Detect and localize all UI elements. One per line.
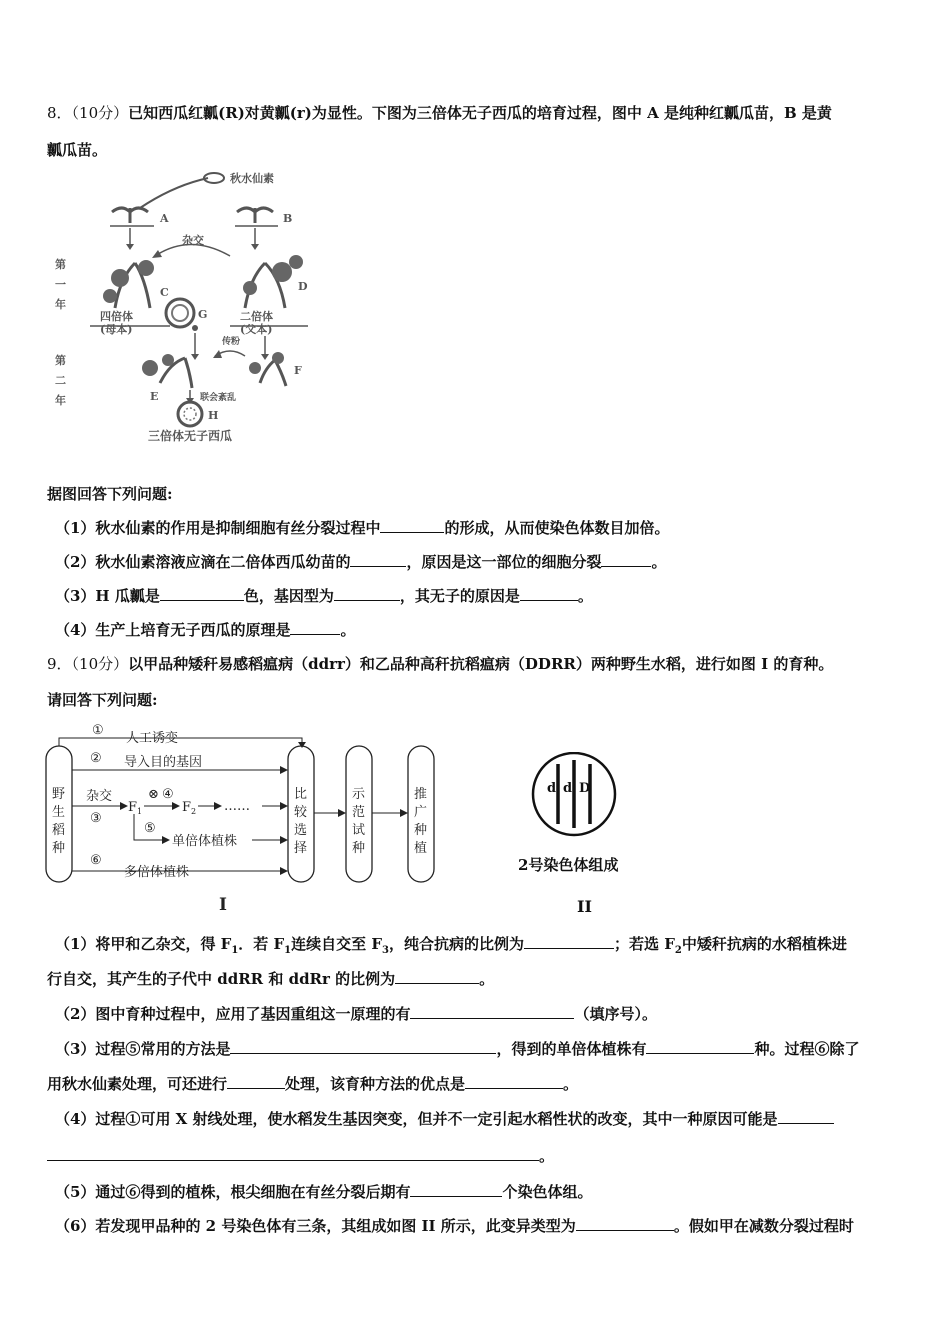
q8-s3-blank-3[interactable] [520, 586, 578, 601]
demo-1: 示 [352, 787, 366, 802]
q8-sub2 [55, 552, 666, 572]
q9-s6-b: 。假如甲在减数分裂过程时 [673, 1217, 854, 1235]
wild-4: 种 [52, 841, 66, 856]
f2-label: $F_2$ [182, 800, 197, 816]
polyploid-label: 多倍体植株 [124, 865, 190, 880]
f1-label: $F_1$ [128, 800, 143, 816]
q8-s3-text-c: ，其无子的原因是 [399, 587, 520, 605]
colchicine-label: 秋水仙素 [230, 172, 274, 185]
q9-s3-c: 种。过程⑥除了 [754, 1040, 860, 1058]
tetraploid-label: 四倍体 [100, 310, 133, 323]
haploid-label: 单倍体植株 [172, 834, 238, 849]
circle-1: ① [92, 723, 104, 738]
q8-s3-text-b: 色，基因型为 [243, 587, 334, 605]
q9-sub3-line2 [47, 1074, 578, 1094]
circle-3: ③ [90, 811, 102, 826]
plant-d [243, 255, 303, 308]
q9-s1-a: （1）将甲和乙杂交，得 F [55, 935, 232, 953]
figure-2-caption: 2号染色体组成 [518, 856, 619, 874]
q8-s1-text-b: 的形成，从而使染色体数目加倍。 [444, 519, 670, 537]
q9-s6-a: （6）若发现甲品种的 2 号染色体有三条，其组成如图 II 所示，此变异类型为 [55, 1217, 576, 1235]
label-c: C [160, 286, 169, 299]
selfing-symbol: ⊗ [148, 787, 159, 802]
rice-chromosome-figure-2 [510, 752, 660, 922]
year1-b: 一 [55, 278, 66, 291]
allele-D: D [579, 781, 591, 796]
q8-s4-text-b: 。 [340, 621, 356, 639]
circle-4: ④ [162, 787, 174, 802]
q8-sub4 [55, 620, 355, 640]
q8-s2-text-b: ，原因是这一部位的细胞分裂 [406, 553, 602, 571]
q9-s1-blank-1[interactable] [524, 934, 614, 949]
q8-s2-blank-1[interactable] [350, 552, 406, 567]
rice-breeding-figure-1 [44, 718, 444, 918]
q8-s1-blank[interactable] [380, 518, 444, 533]
seedling-a [112, 208, 148, 223]
q9-s1-sub-4: 2 [674, 945, 682, 956]
q8-s2-text-c: 。 [651, 553, 667, 571]
q9-s1-blank-2[interactable] [395, 969, 479, 984]
compare-2: 较 [294, 805, 308, 820]
q9-s3-a: （3）过程⑤常用的方法是 [55, 1040, 231, 1058]
q9-s3-blank-1[interactable] [230, 1039, 496, 1054]
q9-s1-c: 连续自交至 F [291, 935, 382, 953]
q9-s3-b: ，得到的单倍体植株有 [496, 1040, 647, 1058]
plant-f [249, 352, 286, 386]
q9-sub2 [55, 1004, 657, 1024]
q9-sub1-line2 [47, 969, 494, 989]
q9-s3-blank-2[interactable] [646, 1039, 754, 1054]
q9-s3-blank-3[interactable] [227, 1074, 285, 1089]
label-e: E [150, 390, 159, 403]
q8-score: （10分） [71, 104, 129, 122]
circle-6: ⑥ [90, 853, 102, 868]
watermelon-breeding-figure [50, 168, 340, 448]
q9-sub4-line2 [47, 1146, 554, 1166]
q9-sub6 [55, 1216, 854, 1236]
demo-4: 种 [352, 841, 366, 856]
q8-prompt: 据图回答下列问题: [47, 485, 173, 503]
plant-c [103, 260, 154, 308]
wild-2: 生 [52, 805, 66, 820]
diploid-label: 二倍体 [240, 310, 273, 323]
q9-line1 [47, 654, 833, 674]
cross-label: 杂交 [86, 789, 113, 804]
circle-2: ② [90, 751, 102, 766]
melon-h [178, 402, 202, 426]
q8-s2-text-a: （2）秋水仙素溶液应滴在二倍体西瓜幼苗的 [55, 553, 351, 571]
path-2-label: 导入目的基因 [124, 755, 203, 770]
seedling-b [237, 208, 273, 223]
promote-1: 推 [414, 787, 428, 802]
pollinate-label: 传粉 [222, 337, 241, 347]
demo-3: 试 [352, 823, 366, 838]
compare-1: 比 [294, 787, 308, 802]
q9-sub5 [55, 1182, 592, 1202]
wild-1: 野 [52, 787, 66, 802]
q9-s4-blank-1[interactable] [778, 1109, 834, 1124]
q9-s5-a: （5）通过⑥得到的植株，根尖细胞在有丝分裂后期有 [55, 1183, 411, 1201]
q8-s1-text-a: （1）秋水仙素的作用是抑制细胞有丝分裂过程中 [55, 519, 381, 537]
q9-s1-sub-3: 3 [382, 945, 389, 956]
plant-e [142, 354, 192, 388]
q9-s1-b: ．若 F [238, 935, 285, 953]
q9-s2-blank[interactable] [410, 1004, 574, 1019]
q9-s1-d: ，纯合抗病的比例为 [388, 935, 524, 953]
q8-text-1: 已知西瓜红瓤(R)对黄瓤(r)为显性。下图为三倍体无子西瓜的培育过程，图中 A 是纯种红瓤瓜苗，B 是黄 [128, 104, 832, 122]
q9-score: （10分） [71, 655, 129, 673]
circle-5: ⑤ [144, 821, 156, 836]
q9-s3-f: 。 [563, 1075, 579, 1093]
q8-number: 8． [47, 104, 72, 122]
q8-s3-text-d: 。 [577, 587, 593, 605]
compare-3: 选 [294, 823, 308, 838]
label-h: H [208, 409, 219, 422]
figure-1-roman: I [219, 895, 227, 915]
q9-sub1-line1 [55, 934, 847, 961]
q8-s3-text-a: （3）H 瓜瓤是 [55, 587, 160, 605]
q9-s5-blank[interactable] [410, 1182, 502, 1197]
q8-s4-blank[interactable] [290, 620, 340, 635]
q9-s1-sub-2: 1 [284, 945, 292, 956]
q8-sub1 [55, 518, 669, 538]
q9-s5-b: 个染色体组。 [502, 1183, 593, 1201]
allele-d2: d [563, 781, 573, 796]
triploid-label: 三倍体无子西瓜 [148, 429, 233, 443]
year1-c: 年 [55, 298, 66, 311]
promote-3: 种 [414, 823, 428, 838]
q8-line1 [47, 103, 832, 123]
label-b: B [283, 212, 293, 225]
q9-s2-b: （填序号）。 [574, 1005, 657, 1023]
q9-s4-b: 。 [539, 1147, 555, 1165]
promote-2: 广 [414, 805, 428, 820]
melon-g [166, 299, 194, 327]
q8-line2 [47, 140, 107, 160]
q9-s1-e: ；若选 F [613, 935, 675, 953]
dots: …… [224, 799, 250, 814]
q8-text-2: 瓤瓜苗。 [47, 141, 108, 159]
allele-d1: d [547, 781, 557, 796]
label-a: A [160, 212, 169, 225]
year2-b: 二 [55, 374, 66, 387]
q8-sub3 [55, 586, 593, 606]
q8-s2-blank-2[interactable] [601, 552, 651, 567]
promote-4: 植 [414, 841, 428, 856]
q9-s3-e: 处理，该育种方法的优点是 [285, 1075, 466, 1093]
label-f: F [294, 364, 302, 377]
compare-4: 择 [294, 841, 308, 856]
q9-s4-blank-2[interactable] [47, 1146, 539, 1161]
q9-text-1: 以甲品种矮秆易感稻瘟病（ddrr）和乙品种高秆抗稻瘟病（DDRR）两种野生水稻，进行如图 I 的育种。 [128, 655, 834, 673]
label-g: G [198, 308, 208, 321]
year1-a: 第 [55, 258, 66, 271]
q8-s4-text-a: （4）生产上培育无子西瓜的原理是 [55, 621, 291, 639]
path-1-label: 人工诱变 [126, 731, 179, 746]
q9-s1-sub-1: 1 [231, 945, 239, 956]
mother-label: (母本) [100, 323, 133, 336]
cross-label: 杂交 [182, 234, 204, 247]
year2-a: 第 [55, 354, 66, 367]
q9-sub3-line1 [55, 1039, 859, 1059]
stim-label: 联会紊乱 [200, 393, 237, 403]
q9-s6-blank[interactable] [576, 1216, 674, 1231]
q9-s3-d: 用秋水仙素处理，可还进行 [47, 1075, 228, 1093]
wild-3: 稻 [52, 823, 66, 838]
q9-s2-a: （2）图中育种过程中，应用了基因重组这一原理的有 [55, 1005, 411, 1023]
q8-s3-blank-2[interactable] [334, 586, 400, 601]
q9-prompt: 请回答下列问题: [47, 691, 158, 709]
q8-s3-blank-1[interactable] [160, 586, 244, 601]
q9-s1-f: 中矮秆抗病的水稻植株进 [681, 935, 847, 953]
label-d: D [298, 280, 308, 293]
dropper-tube [140, 178, 208, 208]
q9-s3-blank-4[interactable] [465, 1074, 563, 1089]
q9-s4-a: （4）过程①可用 X 射线处理，使水稻发生基因突变，但并不一定引起水稻性状的改变，其中一种原因可能是 [55, 1110, 778, 1128]
q9-s1-g: 行自交，其产生的子代中 ddRR 和 ddRr 的比例为 [47, 970, 396, 988]
year2-c: 年 [55, 394, 66, 407]
q9-s1-h: 。 [479, 970, 495, 988]
q9-number: 9． [47, 655, 72, 673]
demo-2: 范 [352, 805, 366, 820]
figure-2-roman: II [577, 897, 592, 916]
q9-sub4-line1 [55, 1109, 834, 1129]
father-label: (父本) [240, 323, 273, 336]
